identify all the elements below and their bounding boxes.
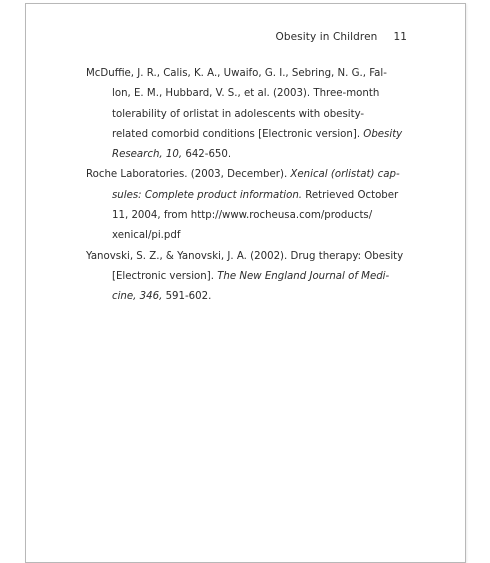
reference-text: 642-650. <box>182 149 232 161</box>
reference-italic-text: Obesity <box>363 128 403 140</box>
reference-italic-text: The New England Journal of Medi- <box>217 270 390 282</box>
reference-text: 591-602. <box>162 291 212 303</box>
reference-line <box>112 287 416 307</box>
reference-line <box>112 226 416 246</box>
reference-entry <box>86 165 416 246</box>
reference-line <box>112 267 416 287</box>
running-head-title: Obesity in Children <box>275 31 378 43</box>
reference-italic-text: sules: Complete product information. <box>112 189 303 201</box>
reference-line <box>112 84 416 104</box>
document-page <box>25 3 466 563</box>
reference-text: 11, 2004, from http://www.rocheusa.com/products/ <box>112 210 373 222</box>
reference-text: Retrieved October <box>302 189 399 201</box>
reference-line <box>86 165 416 185</box>
reference-text: xenical/pi.pdf <box>112 230 181 242</box>
reference-text: Yanovski, S. Z., & Yanovski, J. A. (2002). Drug therapy: Obesity <box>86 250 404 262</box>
reference-line <box>112 186 416 206</box>
reference-line <box>112 206 416 226</box>
reference-italic-text: cine, 346, <box>112 291 163 303</box>
running-head <box>275 31 407 43</box>
reference-line <box>86 247 416 267</box>
reference-entry <box>86 247 416 308</box>
reference-entry <box>86 64 416 165</box>
reference-text: [Electronic version]. <box>112 270 218 282</box>
reference-text: tolerability of orlistat in adolescents with obesity- <box>112 108 365 120</box>
page-number: 11 <box>393 31 407 43</box>
reference-text: Roche Laboratories. (2003, December). <box>86 169 291 181</box>
reference-line <box>86 64 416 84</box>
reference-text: related comorbid conditions [Electronic version]. <box>112 128 364 140</box>
reference-text: lon, E. M., Hubbard, V. S., et al. (2003). Three-month <box>112 88 380 100</box>
reference-italic-text: Research, 10, <box>112 149 183 161</box>
reference-line <box>112 125 416 145</box>
reference-list <box>86 64 416 308</box>
reference-italic-text: Xenical (orlistat) cap- <box>290 169 400 181</box>
reference-line <box>112 105 416 125</box>
reference-text: McDuffie, J. R., Calis, K. A., Uwaifo, G. I., Sebring, N. G., Fal- <box>86 68 387 79</box>
reference-line <box>112 145 416 165</box>
